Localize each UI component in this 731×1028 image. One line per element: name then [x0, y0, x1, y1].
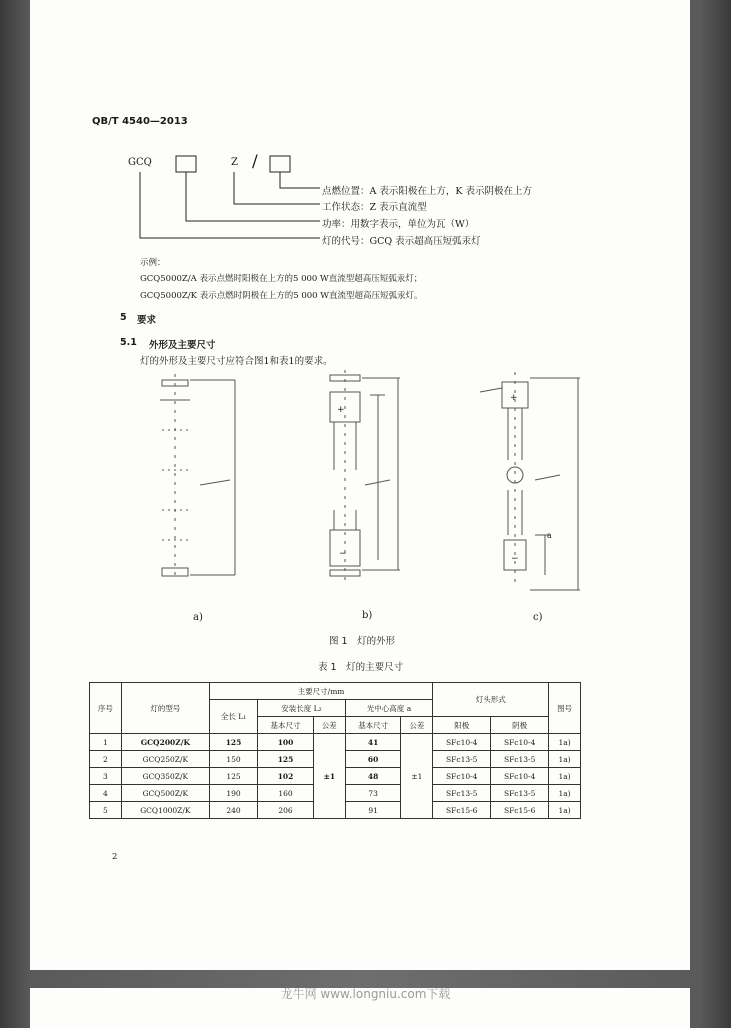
- section-5-1-number: 5.1: [120, 337, 137, 348]
- table-row: [90, 734, 581, 751]
- header-tol-a: 公差: [401, 717, 433, 734]
- main-dimensions-table: [89, 682, 581, 819]
- cell-l1: 190: [209, 785, 257, 802]
- svg-text:−: −: [339, 549, 347, 559]
- cell-seq: 5: [90, 802, 122, 819]
- cell-anode: SFc15-6: [433, 802, 491, 819]
- header-basic-l2: 基本尺寸: [258, 717, 314, 734]
- lamp-a-drawing: [160, 374, 235, 580]
- cell-l1: 150: [209, 751, 257, 768]
- explanation-line-4: 灯的代号：GCQ 表示超高压短弧汞灯: [322, 236, 481, 247]
- section-5-number: 5: [120, 312, 127, 323]
- header-model: 灯的型号: [121, 683, 209, 734]
- cell-cathode: SFc15-6: [491, 802, 549, 819]
- cell-model: GCQ500Z/K: [121, 785, 209, 802]
- cell-model: GCQ200Z/K: [121, 734, 209, 751]
- cell-l1: 125: [209, 734, 257, 751]
- table-caption: 表 1 灯的主要尺寸: [318, 662, 404, 673]
- cell-l2: 125: [258, 751, 314, 768]
- example-line-1: GCQ5000Z/A 表示点燃时阳极在上方的5 000 W直流型超高压短弧汞灯；: [140, 274, 423, 284]
- header-arc-height: 光中心高度 a: [345, 700, 433, 717]
- cell-model: GCQ350Z/K: [121, 768, 209, 785]
- header-main-dims: 主要尺寸/mm: [209, 683, 432, 700]
- cell-a: 48: [345, 768, 401, 785]
- example-line-2: GCQ5000Z/K 表示点燃时阴极在上方的5 000 W直流型超高压短弧汞灯。: [140, 291, 423, 301]
- figure-caption: 图 1 灯的外形: [329, 636, 396, 647]
- standard-number: QB/T 4540—2013: [92, 116, 188, 127]
- model-z: Z: [231, 157, 238, 168]
- cell-anode: SFc13-5: [433, 785, 491, 802]
- cell-seq: 3: [90, 768, 122, 785]
- cell-fig: 1a): [549, 751, 581, 768]
- figure-sublabel-b: b): [362, 610, 373, 621]
- cell-tol-a: ±1: [401, 734, 433, 819]
- cell-l2: 206: [258, 802, 314, 819]
- header-seq: 序号: [90, 683, 122, 734]
- cell-fig: 1a): [549, 734, 581, 751]
- figure-dim-a: a: [547, 531, 552, 540]
- example-label: 示例：: [140, 258, 166, 268]
- cell-l1: 240: [209, 802, 257, 819]
- explanation-line-3: 功率：用数字表示，单位为瓦（W）: [322, 219, 475, 230]
- model-slash: /: [252, 152, 258, 172]
- lamp-outline-figure: [140, 370, 600, 610]
- section-5-1-title: 外形及主要尺寸: [149, 340, 216, 351]
- page-number: 2: [112, 852, 118, 862]
- cell-l2: 102: [258, 768, 314, 785]
- cell-a: 41: [345, 734, 401, 751]
- cell-seq: 1: [90, 734, 122, 751]
- header-cap-type: 灯头形式: [433, 683, 549, 717]
- cell-anode: SFc10-4: [433, 768, 491, 785]
- svg-text:−: −: [511, 554, 519, 564]
- figure-sublabel-c: c): [533, 612, 543, 623]
- cell-model: GCQ1000Z/K: [121, 802, 209, 819]
- cell-tol-l2: ±1: [313, 734, 345, 819]
- cell-cathode: SFc13-5: [491, 751, 549, 768]
- cell-l2: 100: [258, 734, 314, 751]
- cell-l2: 160: [258, 785, 314, 802]
- cell-a: 73: [345, 785, 401, 802]
- header-cathode: 阴极: [491, 717, 549, 734]
- svg-text:+: +: [337, 405, 345, 415]
- explanation-line-1: 点燃位置：A 表示阳极在上方，K 表示阴极在上方: [322, 186, 532, 197]
- cell-a: 60: [345, 751, 401, 768]
- header-anode: 阳极: [433, 717, 491, 734]
- figure-sublabel-a: a): [193, 612, 203, 623]
- header-fig-no: 图号: [549, 683, 581, 734]
- cell-a: 91: [345, 802, 401, 819]
- watermark-text: 龙牛网 www.longniu.com下载: [280, 987, 451, 1001]
- cell-seq: 2: [90, 751, 122, 768]
- model-prefix: GCQ: [128, 157, 152, 168]
- header-basic-a: 基本尺寸: [345, 717, 401, 734]
- model-code-diagram: [120, 150, 340, 245]
- cell-cathode: SFc13-5: [491, 785, 549, 802]
- cell-model: GCQ250Z/K: [121, 751, 209, 768]
- cell-cathode: SFc10-4: [491, 768, 549, 785]
- cell-anode: SFc10-4: [433, 734, 491, 751]
- lamp-c-drawing: [480, 372, 580, 590]
- header-total-length: 全长 L₁: [209, 700, 257, 734]
- svg-text:+: +: [510, 393, 518, 403]
- cell-fig: 1a): [549, 785, 581, 802]
- cell-l1: 125: [209, 768, 257, 785]
- header-install-length: 安装长度 L₂: [258, 700, 346, 717]
- explanation-line-2: 工作状态：Z 表示直流型: [322, 202, 427, 213]
- cell-fig: 1a): [549, 768, 581, 785]
- header-tol-l2: 公差: [313, 717, 345, 734]
- section-5-title: 要求: [137, 315, 157, 326]
- cell-fig: 1a): [549, 802, 581, 819]
- cell-seq: 4: [90, 785, 122, 802]
- section-5-1-body: 灯的外形及主要尺寸应符合图1和表1的要求。: [140, 356, 333, 367]
- cell-anode: SFc13-5: [433, 751, 491, 768]
- cell-cathode: SFc10-4: [491, 734, 549, 751]
